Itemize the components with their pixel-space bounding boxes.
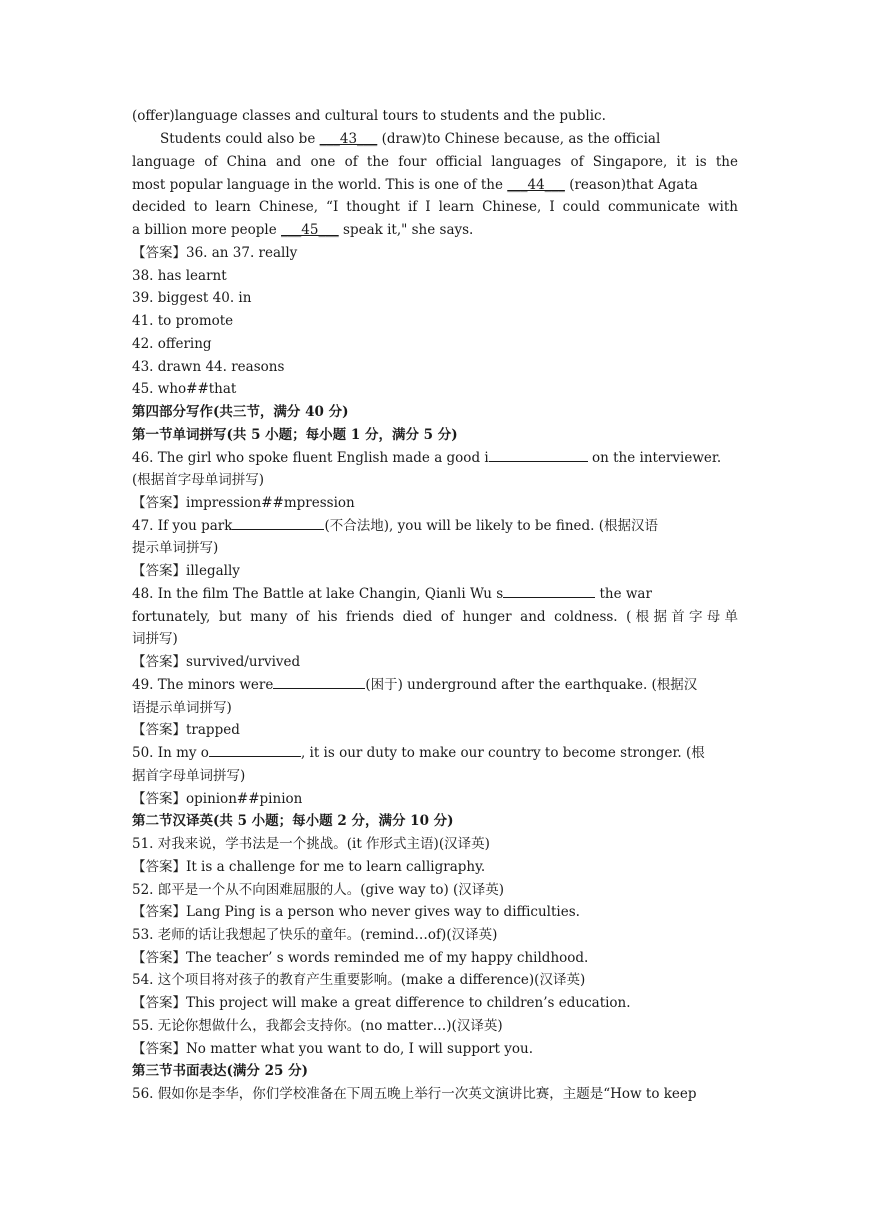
answer-line: 42. offering: [132, 336, 212, 352]
question-line: 语提示单词拼写): [132, 700, 232, 716]
section-title: 第三节书面表达(满分 25 分): [132, 1063, 308, 1079]
answer-line: 【答案】36. an 37. really: [132, 245, 298, 261]
question-line: 55. 无论你想做什么，我都会支持你。(no matter…)(汉译英): [132, 1018, 503, 1034]
question-line: 56. 假如你是李华，你们学校准备在下周五晚上举行一次英文演讲比赛，主题是“How to keep: [132, 1086, 697, 1102]
answer-line: 39. biggest 40. in: [132, 290, 252, 306]
answer-line: 【答案】opinion##pinion: [132, 791, 303, 807]
blank-43: ___43___: [319, 131, 378, 147]
passage-line: a billion more people ___45___ speak it," she says.: [132, 222, 474, 238]
answer-line: 【答案】No matter what you want to do, I will support you.: [132, 1041, 533, 1057]
section-title: 第二节汉译英(共 5 小题；每小题 2 分，满分 10 分): [132, 813, 454, 829]
blank-44: ___44___: [507, 177, 565, 193]
question-line: 53. 老师的话让我想起了快乐的童年。(remind…of)(汉译英): [132, 927, 498, 943]
answer-line: 【答案】Lang Ping is a person who never gives way to difficulties.: [132, 904, 580, 920]
passage-line: Students could also be ___43___ (draw)to Chinese because, as the official: [160, 131, 661, 147]
passage-line: (offer)language classes and cultural tours to students and the public.: [132, 108, 606, 124]
answer-blank: [273, 674, 365, 689]
question-line: 54. 这个项目将对孩子的教育产生重要影响。(make a difference)(汉译英): [132, 972, 586, 988]
answer-line: 【答案】The teacher’ s words reminded me of my happy childhood.: [132, 950, 589, 966]
answer-line: 【答案】impression##mpression: [132, 495, 355, 511]
answer-line: 45. who##that: [132, 381, 237, 397]
answer-line: 【答案】illegally: [132, 563, 240, 579]
section-title: 第四部分写作(共三节，满分 40 分): [132, 404, 349, 420]
answer-blank: [209, 742, 301, 757]
question-line: 46. The girl who spoke fluent English made a good i on the interviewer.: [132, 447, 738, 469]
passage-line: decided to learn Chinese, “I thought if I learn Chinese, I could communicate with: [132, 199, 738, 215]
question-line: 50. In my o , it is our duty to make our country to become stronger. (根: [132, 742, 738, 764]
answer-blank: [489, 447, 588, 462]
question-line: fortunately, but many of his friends died of hunger and coldness. (根据首字母单: [132, 609, 738, 625]
question-line: 48. In the film The Battle at lake Changin, Qianli Wu s the war: [132, 583, 738, 605]
passage-line: most popular language in the world. This is one of the ___44___ (reason)that Agata: [132, 177, 698, 193]
answer-line: 【答案】It is a challenge for me to learn calligraphy.: [132, 859, 486, 875]
answer-blank: [232, 515, 324, 530]
answer-blank: [503, 583, 595, 598]
section-title: 第一节单词拼写(共 5 小题；每小题 1 分，满分 5 分): [132, 427, 458, 443]
question-line: 47. If you park (不合法地), you will be likely to be fined. (根据汉语: [132, 515, 738, 537]
answer-line: 41. to promote: [132, 313, 234, 329]
question-line: 据首字母单词拼写): [132, 768, 246, 784]
answer-line: 【答案】This project will make a great difference to children’s education.: [132, 995, 631, 1011]
blank-45: ___45___: [281, 222, 339, 238]
passage-line: language of China and one of the four official languages of Singapore, it is the: [132, 154, 738, 170]
question-line: 提示单词拼写): [132, 540, 219, 556]
question-line: 49. The minors were (困于) underground after the earthquake. (根据汉: [132, 674, 738, 696]
question-line: 词拼写): [132, 631, 178, 647]
question-line: 51. 对我来说，学书法是一个挑战。(it 作形式主语)(汉译英): [132, 836, 490, 852]
answer-line: 38. has learnt: [132, 268, 227, 284]
answer-line: 43. drawn 44. reasons: [132, 359, 285, 375]
question-line: (根据首字母单词拼写): [132, 472, 265, 488]
answer-line: 【答案】survived/urvived: [132, 654, 301, 670]
question-line: 52. 郎平是一个从不向困难屈服的人。(give way to) (汉译英): [132, 882, 505, 898]
answer-line: 【答案】trapped: [132, 722, 240, 738]
